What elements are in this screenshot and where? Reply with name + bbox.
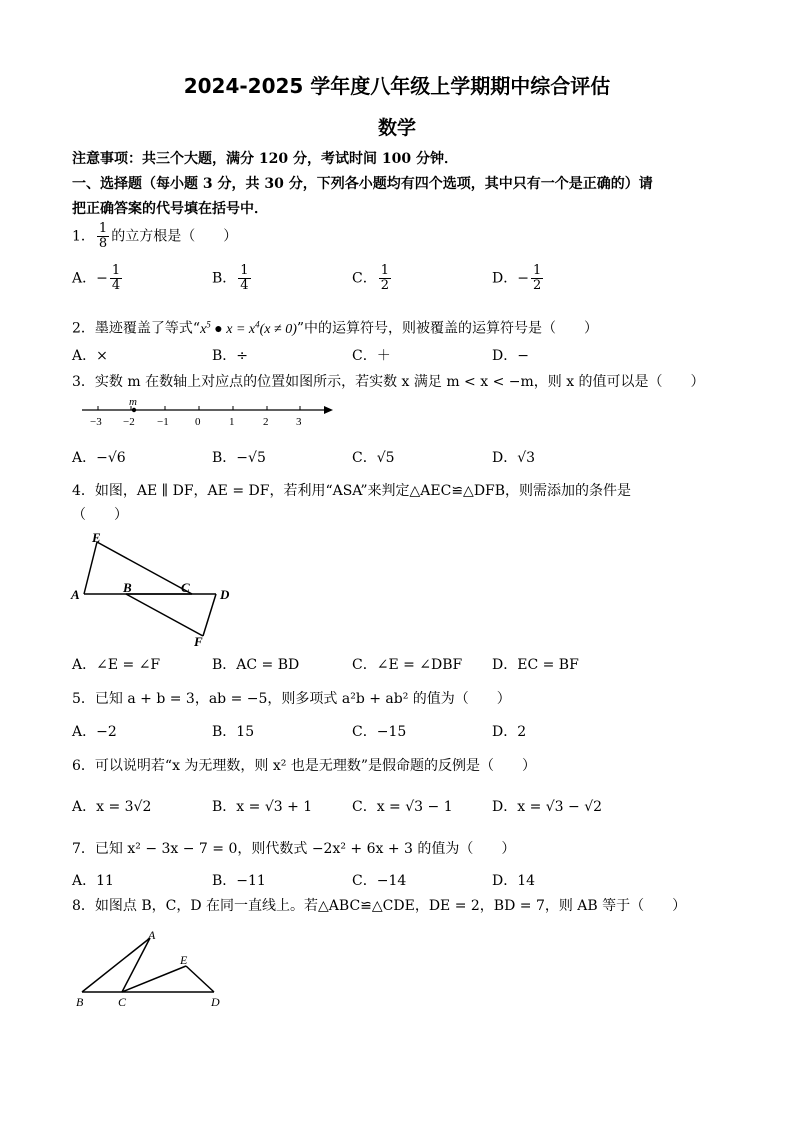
q6-option-a: A．x = 3√2	[72, 799, 152, 815]
q5-option-b: B．15	[212, 724, 255, 740]
q7-option-b: B．−11	[212, 873, 266, 889]
label-d: D	[211, 995, 220, 1008]
question-2	[72, 315, 598, 339]
q2-option-c: C．＋	[352, 348, 391, 364]
q1-option-d	[492, 264, 545, 293]
question-3: 3．实数 m 在数轴上对应点的位置如图所示，若实数 x 满足 m < x < −m，则 x 的值可以是（ ）	[72, 374, 705, 390]
exam-title: 2024-2025 学年度八年级上学期期中综合评估	[183, 74, 611, 98]
q1-frac-num: 1	[98, 221, 108, 236]
tick-label: −2	[123, 416, 135, 428]
q1-a-num: 1	[111, 263, 121, 278]
label-b: B	[123, 580, 132, 595]
tick-label: 0	[195, 416, 201, 428]
label-c: C	[181, 580, 190, 595]
question-1	[72, 222, 237, 251]
exam-subject: 数学	[377, 117, 416, 139]
q1-frac-den: 8	[98, 236, 108, 251]
question-6: 6．可以说明若“x 为无理数，则 x² 也是无理数”是假命题的反例是（ ）	[72, 758, 536, 774]
q1-b-frac	[238, 264, 250, 293]
q1-d-sign: −	[517, 270, 529, 287]
q1-c-frac	[379, 264, 391, 293]
point-m-label: m	[129, 396, 137, 408]
q3-option-d: D．√3	[492, 450, 536, 466]
q1-option-a	[72, 264, 124, 293]
q1-option-c	[352, 264, 393, 293]
q1-a-frac	[110, 264, 122, 293]
tick-label: 1	[229, 416, 235, 428]
q7-option-a: A．11	[72, 873, 114, 889]
question-8: 8．如图点 B，C，D 在同一直线上。若△ABC≌△CDE，DE = 2，BD = 7，则 AB 等于（ ）	[72, 898, 687, 914]
number-line-arrow-icon	[324, 406, 333, 414]
q5-option-c: C．−15	[352, 724, 407, 740]
tick-label: −1	[157, 416, 169, 428]
label-a: A	[148, 928, 156, 942]
q6-option-d: D．x = √3 − √2	[492, 799, 603, 815]
q1-option-b	[212, 264, 253, 293]
ink-blot-icon: ●	[214, 321, 223, 337]
q1-d-den: 2	[532, 278, 542, 293]
q1-d-num: 1	[532, 263, 542, 278]
question-4-line2: （ ）	[72, 507, 128, 523]
label-c: C	[118, 995, 127, 1008]
tick-label: 2	[263, 416, 269, 428]
point-m	[132, 408, 136, 412]
q4-option-a: A．∠E = ∠F	[72, 657, 161, 673]
q3-option-b: B．−√5	[212, 450, 266, 466]
q2-text-pre: 2．墨迹覆盖了等式“	[72, 320, 201, 337]
q1-c-num: 1	[380, 263, 389, 278]
q3-option-c: C．√5	[352, 450, 395, 466]
q2-option-a: A．×	[72, 348, 108, 364]
q8-figure	[72, 926, 232, 1008]
q5-option-a: A．−2	[72, 724, 117, 740]
q2-text-post: ”中的运算符号，则被覆盖的运算符号是（ ）	[296, 320, 599, 337]
q8-figure-lines	[82, 938, 214, 992]
question-7: 7．已知 x² − 3x − 7 = 0，则代数式 −2x² + 6x + 3 的值为（ ）	[72, 841, 516, 857]
q2-option-d: D．−	[492, 348, 529, 364]
label-f: F	[194, 634, 203, 649]
q6-option-c: C．x = √3 − 1	[352, 799, 453, 815]
q1-d-frac	[531, 264, 543, 293]
q1-b-den: 4	[240, 278, 249, 293]
q4-figure	[66, 530, 246, 652]
question-4-line1: 4．如图，AE ∥ DF，AE = DF，若利用“ASA”来判定△AEC≌△DFB，则需添加的条件是	[72, 483, 632, 499]
q5-option-d: D．2	[492, 724, 527, 740]
section1-line2: 把正确答案的代号填在括号中．	[72, 201, 268, 217]
notice: 注意事项：共三个大题，满分 120 分，考试时间 100 分钟．	[72, 151, 458, 167]
q4-option-c: C．∠E = ∠DBF	[352, 657, 463, 673]
q1-text: 的立方根是（ ）	[111, 228, 238, 245]
q1-fraction	[97, 222, 109, 251]
q1-d-label: D．	[492, 270, 518, 287]
question-5: 5．已知 a + b = 3，ab = −5，则多项式 a²b + ab² 的值为（ ）	[72, 691, 511, 707]
label-a: A	[71, 587, 80, 602]
q1-b-label: B．	[212, 270, 237, 287]
q4-figure-lines	[84, 542, 216, 636]
q3-number-line	[78, 396, 338, 430]
section1-line1: 一、选择题（每小题 3 分，共 30 分，下列各小题均有四个选项，其中只有一个是正确的）请	[72, 176, 653, 192]
q4-option-d: D．EC = BF	[492, 657, 579, 673]
label-b: B	[76, 995, 84, 1008]
q6-option-b: B．x = √3 + 1	[212, 799, 313, 815]
label-e: E	[92, 530, 101, 545]
q1-c-label: C．	[352, 270, 377, 287]
q1-number: 1．	[72, 228, 95, 245]
q1-b-num: 1	[240, 263, 249, 278]
q1-a-den: 4	[111, 278, 121, 293]
q2-equation: $x^5$ ● $x = x^4(x \ne 0)$	[200, 319, 297, 337]
q1-c-den: 2	[380, 278, 389, 293]
q1-a-sign: −	[96, 270, 108, 287]
q7-option-c: C．−14	[352, 873, 407, 889]
label-d: D	[220, 587, 230, 602]
label-e: E	[180, 953, 188, 967]
tick-label: −3	[90, 416, 102, 428]
q4-option-b: B．AC = BD	[212, 657, 300, 673]
tick-label: 3	[296, 416, 302, 428]
q7-option-d: D．14	[492, 873, 536, 889]
q1-a-label: A．	[72, 270, 97, 287]
q3-option-a: A．−√6	[72, 450, 126, 466]
q2-option-b: B．÷	[212, 348, 249, 364]
